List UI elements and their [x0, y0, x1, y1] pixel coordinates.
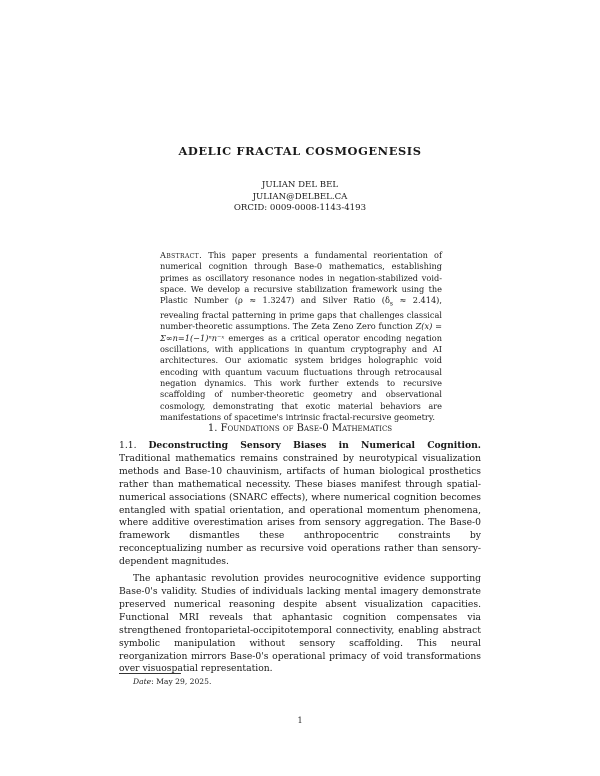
footnote-divider	[119, 673, 181, 674]
abstract-text-3: emerges as a critical operator encoding negation oscillations, with applications in quantum cryptography and AI architectures. Our axiomatic system bridges holographic void encoding with quantum vacuum fluctuations through retrocausal negation dynamics. This work further extends to recursive scaffolding of number-theoretic geometry and observational cosmology, demonstrating that exotic material behaviors are manifestations of spacetime's intrinsic fractal-recursive geometry.	[160, 332, 442, 422]
section-body	[119, 440, 481, 676]
footnote-label: Date	[133, 677, 152, 686]
footnote	[133, 677, 211, 686]
subsection-title: Deconstructing Sensory Biases in Numerical Cognition.	[148, 440, 482, 451]
abstract: Abstract. This paper presents a fundamental reorientation of numerical cognition through Base-0 mathematics, establishing primes as oscillatory resonance nodes in negation-stabilized void-space. We develop a recursive stabilization framework using the Plastic Number (ρ ≈ 1.3247) and Silver Ratio $(\delta_s \approx 2.414)$, revealing fractal patterning in prime gaps that challenges classical number-theoretic assumptions. The Zeta Zeno Zero function Z(x) = Σ∞n=1(−1)ⁿn⁻ˣ emerges as a critical operator encoding negation oscillations, with applications in quantum cryptography and AI architectures. Our axiomatic system bridges holographic void encoding with quantum vacuum fluctuations through retrocausal negation dynamics. This work further extends to recursive scaffolding of number-theoretic geometry and observational cosmology, demonstrating that exotic material behaviors are manifestations of spacetime's intrinsic fractal-recursive geometry.	[160, 250, 442, 422]
paragraph: The aphantasic revolution provides neurocognitive evidence supporting Base-0's validity. Studies of individuals lacking mental imagery demonstrate preserved numerical reasoning despite absent visualization capacities. Functional MRI reveals that aphantasic cognition compensates via strengthened frontoparietal-occipitotemporal connectivity, enabling abstract symbolic manipulation without sensory scaffolding. This neural reorganization mirrors Base-0's operational primacy of void transformations over visuospatial representation.	[119, 573, 481, 675]
footnote-text: : May 29, 2025.	[151, 677, 212, 686]
abstract-text-1: This paper presents a fundamental reorientation of numerical cognition through Base-0 mathematics, establishing primes as oscillatory resonance nodes in negation-stabilized void-space. We develop a recursive stabilization framework using the Plastic Number (ρ ≈ 1.3247) and Silver Ratio (δ	[160, 250, 442, 306]
abstract-text-2: ≈ 2.414), revealing fractal patterning in prime gaps that challenges classical number-theoretic assumptions. The Zeta Zeno Zero function	[160, 295, 442, 332]
abstract-label: Abstract.	[160, 250, 203, 260]
page-number: 1	[297, 716, 303, 725]
zeta-formula: Z(x) = Σ∞n=1(−1)ⁿn⁻ˣ	[160, 321, 442, 343]
author-email[interactable]: JULIAN@DELBEL.CA	[252, 191, 348, 202]
author-name: JULIAN DEL BEL	[261, 180, 339, 190]
author-block	[0, 180, 600, 215]
subsection-number: 1.1.	[119, 440, 137, 451]
paragraph-text: Traditional mathematics remains constrained by neurotypical visualization methods and Base-10 chauvinism, artifacts of human biological prosthetics rather than mathematical necessity. These biases manifest through spatial-numerical associations (SNARC effects), where numerical cognition becomes entangled with spatial orientation, and operational momentum phenomena, where additive overestimation arises from sensory aggregation. The Base-0 framework dismantles these anthropocentric constraints by reconceptualizing number as recursive void operations rather than sensory-dependent magnitudes.	[119, 452, 481, 568]
section-heading: 1. Foundations of Base-0 Mathematics	[207, 423, 393, 434]
paper-title: ADELIC FRACTAL COSMOGENESIS	[178, 144, 422, 158]
paragraph	[119, 440, 481, 569]
author-orcid: ORCID: 0009-0008-1143-4193	[233, 203, 367, 213]
